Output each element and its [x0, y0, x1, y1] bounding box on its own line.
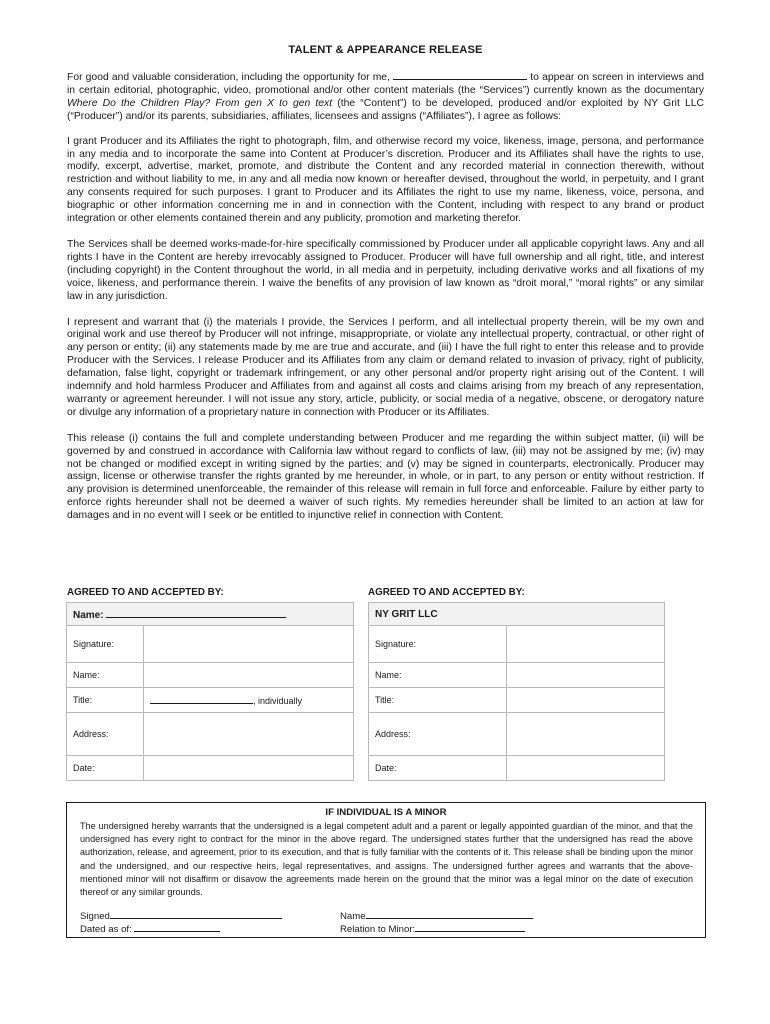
talent-address-row: [67, 713, 354, 756]
talent-title-field[interactable]: [144, 688, 354, 713]
minor-title: IF INDIVIDUAL IS A MINOR: [325, 807, 447, 818]
talent-name-header-blank[interactable]: [106, 608, 286, 618]
intro-text-c: (the “Content”) to be developed, produced and/or exploited by NY Grit LLC (“Producer”) and/or its parents, subsidiaries, affiliates, licensees and assigns (“Affiliates”), I agree as follows:: [67, 97, 705, 122]
document-page: [67, 44, 704, 536]
intro-text-a: For good and valuable consideration, including the opportunity for me,: [67, 72, 390, 83]
producer-title-label: Title:: [369, 688, 507, 713]
warrant-paragraph: I represent and warrant that (i) the materials I provide, the Services I perform, and all intellectual property therein, will be my own and original work and use thereof by Producer will not infringe, misappropriate, or violate any intellectual property, contractual, or other right of any person or entity; (ii) any statements made by me are true and accurate, and (iii) I have the full right to enter this release and to provide Producer with the Services. I release Producer and its Affiliates from any claim or demand related to invasion of privacy, right of publicity, defamation, false light, copyright or trademark infringement, or any other personal and/or property right arising out of the Content. I will indemnify and hold harmless Producer and Affiliates from and against all costs and claims arising from my breach of any representation, warranty or agreement hereunder. I will not issue any story, article, publicity, or social media of a negative, obscene, or derogatory nature or divulge any information of a proprietary nature in connection with Producer or its Affiliates.: [67, 316, 704, 418]
minor-name-field[interactable]: [366, 909, 533, 919]
minor-dated-field[interactable]: [134, 922, 220, 932]
talent-name-field[interactable]: [144, 663, 354, 688]
minor-relation-line: [340, 922, 525, 935]
producer-address-label: Address:: [369, 713, 507, 756]
document-title: TALENT & APPEARANCE RELEASE: [288, 44, 483, 56]
talent-date-row: [67, 756, 354, 781]
talent-name-row-label: Name:: [67, 663, 144, 688]
minor-signed-label: Signed: [80, 911, 110, 922]
producer-title-field[interactable]: [507, 688, 665, 713]
producer-date-label: Date:: [369, 756, 507, 781]
producer-signature-row: [369, 626, 665, 663]
services-paragraph: The Services shall be deemed works-made-for-hire specifically commissioned by Producer under all applicable copyright laws. Any and all rights I have in the Content are hereby irrevocably assigned to Producer. Producer will have full ownership and all right, title, and interest (including copyright) in the Content throughout the world, in all media and in perpetuity, including derivative works and all fixations of my voice, likeness, and performance therein. I waive the benefits of any provision of law known as “droit moral,” “moral rights” or any similar law in any jurisdiction.: [67, 238, 704, 302]
producer-date-field[interactable]: [507, 756, 665, 781]
talent-date-label: Date:: [67, 756, 144, 781]
minor-name-label: Name: [340, 911, 366, 922]
producer-signature-table: [368, 602, 665, 781]
talent-name-label: Name:: [73, 609, 104, 621]
minor-signed-line: [80, 909, 282, 922]
talent-title-row: [67, 688, 354, 713]
talent-title-label: Title:: [67, 688, 144, 713]
intro-text-b: to appear on screen in interviews and in certain editorial, photographic, video, promotional and/or other content materials (the “Services”) currently known as the documentary: [67, 72, 704, 96]
minor-dated-line: [80, 922, 220, 935]
minor-relation-label: Relation to Minor:: [340, 924, 416, 935]
producer-name-field[interactable]: [507, 663, 665, 688]
producer-header-row: [369, 603, 665, 626]
grant-paragraph: I grant Producer and its Affiliates the right to photograph, film, and otherwise record my voice, likeness, image, persona, and performance in any media and to incorporate the same into Content at Producer’s discretion. Producer and its Affiliates shall have the rights to use, modify, excerpt, advertise, market, promote, and distribute the Content and any recorded material in connection therewith, without restriction and without liability to me, in any and all media now known or hereafter devised, throughout the world, in perpetuity, and I grant any consents required for such purposes. I grant to Producer and its Affiliates the right to use my name, likeness, voice, persona, and biographic or other information concerning me in and in connection with the Content, including with respect to any brand or product integration or other elements contained therein and any publicity, promotion and marketing therefor.: [67, 135, 704, 225]
talent-signature-field[interactable]: [144, 626, 354, 663]
intro-paragraph: [67, 70, 704, 124]
talent-name-header-row: [67, 603, 354, 626]
producer-header: NY GRIT LLC: [369, 603, 665, 626]
documentary-title: Where Do the Children Play? From gen X to gen text: [67, 97, 333, 109]
minor-relation-field[interactable]: [415, 922, 525, 932]
producer-date-row: [369, 756, 665, 781]
release-paragraph: This release (i) contains the full and complete understanding between Producer and me regarding the within subject matter, (ii) will be governed by and construed in accordance with California law without regard to conflicts of law, (iii) may not be assigned by me; (iv) may not be changed or modified except in writing signed by the parties; and (v) may be signed in counterparts, electronically. Producer may assign, license or otherwise transfer the rights granted by me hereunder, in whole, or in part, to any person or entity without restriction. If any provision is determined unenforceable, the remainder of this release will remain in full force and enforceable. Failure by either party to enforce rights hereunder shall not be deemed a waiver of such rights. My remedies hereunder shall be limited to an action at law for damages and in no event will I seek or be entitled to injunctive relief in connection with Content.: [67, 432, 704, 522]
producer-signature-label: Signature:: [369, 626, 507, 663]
minor-dated-label: Dated as of:: [80, 924, 132, 935]
minor-text: The undersigned hereby warrants that the undersigned is a legal competent adult and a parent or legally appointed guardian of the minor, and that the undersigned has every right to contract for the minor in the above regard. The undersigned states further that the undersigned has read the above authorization, release, and agreement, prior to its execution, and that is fully familiar with the contents of it. This release shall be binding upon the minor and the undersigned, and our respective heirs, legal representatives, and assigns. The undersigned further agrees and warrants that the above-mentioned minor will not disaffirm or disavow the agreements made herein on the ground that the minor was a legal minor on the date of execution thereof or any similar grounds.: [80, 821, 693, 898]
minor-section: [66, 802, 706, 938]
producer-name-label: Name:: [369, 663, 507, 688]
minor-name-line: [340, 909, 533, 922]
minor-signed-field[interactable]: [110, 909, 282, 919]
talent-signature-label: Signature:: [67, 626, 144, 663]
talent-name-header[interactable]: [67, 603, 354, 626]
agreed-label-left: AGREED TO AND ACCEPTED BY:: [67, 587, 224, 598]
talent-address-field[interactable]: [144, 713, 354, 756]
producer-title-row: [369, 688, 665, 713]
producer-address-field[interactable]: [507, 713, 665, 756]
agreed-label-right: AGREED TO AND ACCEPTED BY:: [368, 587, 525, 598]
talent-signature-table: [66, 602, 354, 781]
producer-name-row: [369, 663, 665, 688]
talent-title-suffix: , individually: [253, 696, 303, 706]
talent-signature-row: [67, 626, 354, 663]
talent-title-blank[interactable]: [150, 694, 253, 704]
producer-address-row: [369, 713, 665, 756]
talent-name-row: [67, 663, 354, 688]
talent-name-blank[interactable]: [393, 70, 527, 80]
producer-signature-field[interactable]: [507, 626, 665, 663]
talent-address-label: Address:: [67, 713, 144, 756]
talent-date-field[interactable]: [144, 756, 354, 781]
agreed-labels-row: [67, 587, 704, 601]
